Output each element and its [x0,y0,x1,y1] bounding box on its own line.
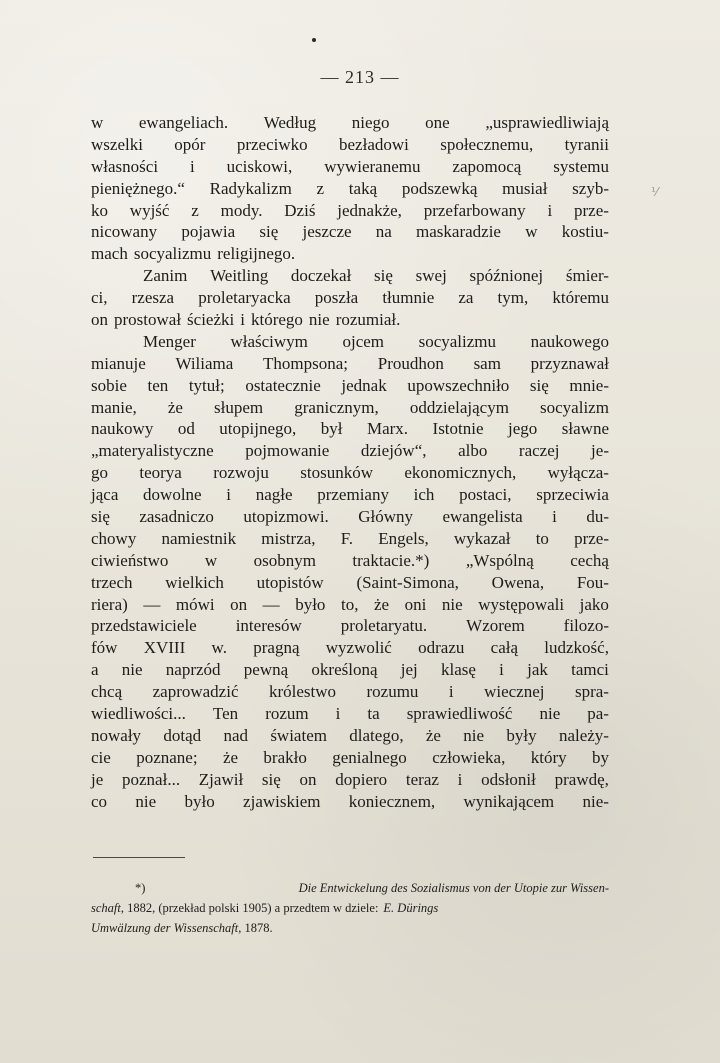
word: szyb- [572,178,609,198]
text-line [91,528,609,550]
word: trzech [91,572,133,592]
word: nie [441,594,463,614]
text-line [91,440,609,462]
word: Weitling [210,266,269,286]
word: ludzkość, [544,638,609,658]
word: przedstawiciele [91,616,197,636]
word: utopistów [256,572,324,592]
word: i [189,156,195,176]
text-line [91,331,609,353]
word: że [222,747,239,767]
word: „Wspólną [465,550,534,570]
word: jednak [341,375,387,395]
word: którego [250,310,303,330]
text-line [91,309,609,331]
word: Zjawił [198,769,244,789]
word: pojmowanie [245,441,330,461]
word: z [316,178,325,198]
word: Dziś [284,200,316,220]
word: własności [91,156,159,176]
word: upowszechniło [407,375,510,395]
word: się [91,507,110,527]
word: Engels, [378,528,429,548]
word: Owena, [491,572,545,592]
word: proletaryacka [198,288,291,308]
word: sławne [561,419,609,439]
word: koniecznem, [348,791,436,811]
word: się [261,769,281,789]
word: XVIII [143,638,186,658]
word: traktacie.*) [352,550,430,570]
word: oni [404,594,427,614]
word: który [530,747,567,767]
word: całą [490,638,519,658]
word: Fou- [576,572,609,592]
word: rzesza [131,288,175,308]
footnote-work-title: Umwälzung der Wissenschaft [91,921,239,935]
text-line [91,681,609,703]
word: teraz [405,769,439,789]
word: musiał [502,178,548,198]
text-line [91,418,609,440]
word: nagłe [255,485,293,505]
word: jąca [91,485,119,505]
text-line [91,353,609,375]
word: namiestnik [161,528,237,548]
word: stosunków [300,463,374,483]
word: mnie- [569,375,609,395]
word: riera) [91,594,128,614]
word: któremu [552,288,609,308]
word: nie [308,310,330,330]
word: odsłonił [481,769,536,789]
word: ta [367,704,380,724]
word: (Saint-Simona, [356,572,459,592]
word: brakło [263,747,307,767]
word: poznane; [136,747,198,767]
word: a [91,660,99,680]
word: Zanim [143,266,188,286]
word: mach [91,244,128,264]
text-line [91,134,609,156]
word: on [299,769,317,789]
word: interesów [235,616,302,636]
word: osobnym [253,550,316,570]
text-line [91,243,609,265]
word: poznał... [122,769,181,789]
word: oddzielającym [409,397,509,417]
word: mianuje [91,353,146,373]
text-line [91,615,609,637]
word: od [177,419,195,439]
word: bezładowi [339,134,409,154]
footnote-title-part-2: schaft [91,901,121,915]
word: rozum [265,704,309,724]
word: społecznemu, [440,134,534,154]
word: i [226,485,232,505]
footnote-line-1 [91,878,609,898]
footnote-publication-info: , 1882, (przekład polski 1905) a przedtem w dziele: [120,901,379,915]
word: Radykalizm [209,178,292,198]
word: Istotnie [432,419,484,439]
word: tym, [497,288,529,308]
word: to, [340,594,359,614]
word: socyalizmu [418,331,497,351]
word: cechą [570,550,609,570]
footnote-author: E. Dürings [383,901,439,915]
word: spóźnionej [469,266,544,286]
word: zjawiskiem [243,791,321,811]
word: królestwo [268,682,337,702]
text-line [91,550,609,572]
word: taką [348,178,378,198]
text-line [91,200,609,222]
word: był [320,419,343,439]
word: występowali [478,594,565,614]
word: ten [147,375,169,395]
word: przefarbowany [423,200,526,220]
word: było [295,594,326,614]
word: Proudhon [377,353,444,373]
margin-pencil-mark: ⅟ [651,185,658,199]
word: Wzorem [466,616,525,636]
word: klasę [440,660,476,680]
word: uciskowi, [226,156,293,176]
word: manie, [91,397,137,417]
word: słupem [214,397,264,417]
word: teorya [139,463,182,483]
word: naprzód [165,660,221,680]
word: że [373,594,390,614]
word: i [499,660,504,680]
word: pewną [243,660,289,680]
word: zapomocą [452,156,522,176]
text-line [91,112,609,134]
word: pojawia [181,222,236,242]
word: że [425,725,441,745]
word: je [91,769,104,789]
word: Według [263,113,317,132]
word: chowy [91,528,137,548]
word: nad [223,725,248,745]
word: nowały [91,725,142,745]
footnote-year: , 1878. [238,921,273,935]
word: utopijnego, [219,419,297,439]
word: tyranii [564,134,609,154]
text-line [91,506,609,528]
word: systemu [553,156,609,176]
text-line [91,747,609,769]
text-line [91,659,609,681]
word: F. [340,528,354,548]
word: fów [91,638,118,658]
word: odrazu [418,638,465,658]
word: co [91,791,108,811]
word: w [525,222,538,242]
word: wyzwolić [325,638,392,658]
word: było [184,791,215,811]
word: że [167,397,183,417]
word: „usprawiedliwiają [485,113,609,132]
word: albo [458,441,488,461]
word: je- [591,441,609,461]
word: spra- [574,682,609,702]
word: się [259,222,279,242]
word: zaprowadzić [152,682,239,702]
text-line [91,725,609,747]
word: podszewką [401,178,478,198]
word: cie [91,747,111,767]
word: pragną [253,638,300,658]
word: się [374,266,393,286]
word: niego [351,113,390,132]
word: jeszcze [302,222,352,242]
word: rozumiał. [335,310,401,330]
word: wiecznej [484,682,545,702]
word: raczej [518,441,560,461]
word: postaci, [459,485,512,505]
footnote-separator [93,857,185,858]
word: filozo- [563,616,609,636]
word: ojcem [342,331,385,351]
word: ich [413,485,435,505]
word: jako [579,594,609,614]
text-line [91,791,609,813]
word: swej [415,266,447,286]
word: w. [211,638,227,658]
text-line [91,462,609,484]
word: pa- [587,704,609,724]
word: — [143,594,161,614]
word: prze- [573,200,609,220]
word: sprawiedliwość [406,704,513,724]
word: tłumnie [382,288,435,308]
text-line [91,178,609,200]
word: człowieka, [432,747,506,767]
word: jak [527,660,548,680]
word: Główny [358,507,414,527]
text-line [91,703,609,725]
word: z [191,200,199,220]
word: tamci [571,660,609,680]
word: mody. [220,200,263,220]
word: wielkich [165,572,224,592]
word: wszelki [91,134,143,154]
text-line [91,637,609,659]
word: go [91,463,108,483]
word: genialnego [332,747,407,767]
word: to [535,528,549,548]
word: sprzeciwia [536,485,609,505]
word: wyjść [129,200,170,220]
word: wyłącza- [547,463,609,483]
word: du- [586,507,609,527]
footnote-line-2 [91,898,609,918]
word: wiedliwości... [91,704,186,724]
word: utopizmowi. [243,507,329,527]
word: nie [135,791,157,811]
text-line [91,572,609,594]
ink-speck [312,38,316,42]
word: ci, [91,288,108,308]
footnote-marker: *) [135,881,146,895]
word: należy- [558,725,609,745]
word: ko [91,200,108,220]
word: socyalizm [540,397,609,417]
word: ciwieństwo [91,550,169,570]
word: dziejów“, [360,441,427,461]
word: maskaradzie [416,222,501,242]
word: rozumu [366,682,419,702]
word: na [375,222,392,242]
word: chcą [91,682,123,702]
word: światem [270,725,327,745]
word: ostatecznie [245,375,321,395]
word: one [425,113,450,132]
word: ekonomicznych, [404,463,517,483]
footnote [91,878,609,938]
word: „materyalistyczne [91,441,214,461]
word: przemiany [317,485,389,505]
word: jednakże, [337,200,402,220]
word: Ten [212,704,239,724]
word: i [457,769,463,789]
word: sobie [91,375,127,395]
word: wykazał [453,528,511,548]
word: właściwym [230,331,308,351]
word: Thompsona; [263,353,349,373]
word: dotąd [163,725,202,745]
word: przeciwko [236,134,308,154]
word: w [91,113,104,132]
word: i [552,507,557,527]
footnote-title-part-1: Die Entwickelung des Sozialismus von der Utopie zur Wissen- [298,881,609,895]
word: zasadniczo [139,507,214,527]
word: pieniężnego.“ [91,178,185,198]
word: Marx. [366,419,409,439]
word: i [335,704,341,724]
word: prostował [114,310,182,330]
text-line [91,265,609,287]
word: jego [508,419,538,439]
text-line [91,156,609,178]
footnote-line-3 [91,918,609,938]
word: tytuł; [188,375,225,395]
word: śmier- [565,266,609,286]
text-line [91,594,609,616]
word: prawdę, [554,769,609,789]
word: Wiliama [175,353,234,373]
text-line [91,769,609,791]
word: on [230,594,248,614]
word: jej [400,660,418,680]
word: nie [539,704,561,724]
text-line [91,375,609,397]
word: wywieranemu [324,156,421,176]
word: określoną [311,660,378,680]
word: Menger [143,331,196,351]
word: dlatego, [349,725,404,745]
word: nicowany [91,222,158,242]
word: naukowego [530,331,609,351]
word: granicznym, [294,397,379,417]
word: mówi [175,594,215,614]
word: w [204,550,218,570]
word: ewangelista [442,507,523,527]
word: i [448,682,454,702]
word: nie [463,725,485,745]
word: dowolne [143,485,202,505]
word: były [506,725,537,745]
word: przyznawał [530,353,609,373]
word: — [262,594,280,614]
word: rozwoju [213,463,269,483]
text-line [91,221,609,243]
word: kostiu- [561,222,609,242]
word: i [547,200,553,220]
word: dopiero [335,769,388,789]
word: ewangeliach. [138,113,229,132]
word: proletaryatu. [340,616,428,636]
page-number: — 213 — [320,67,400,87]
word: ścieżki [187,310,235,330]
word: mistrza, [261,528,316,548]
main-text-block [91,112,609,813]
word: nie- [582,791,609,811]
word: naukowy [91,419,154,439]
word: by [591,747,609,767]
word: religijnego. [217,244,296,264]
word: opór [174,134,206,154]
word: za [458,288,474,308]
word: wynikającem [463,791,555,811]
word: prze- [574,528,609,548]
word: doczekał [290,266,352,286]
word: poszła [314,288,359,308]
word: nie [121,660,143,680]
word: i [240,310,245,330]
word: się [529,375,549,395]
word: sam [473,353,501,373]
text-line [91,484,609,506]
word: socyalizmu [133,244,212,264]
word: on [91,310,108,330]
text-line [91,397,609,419]
text-line [91,287,609,309]
